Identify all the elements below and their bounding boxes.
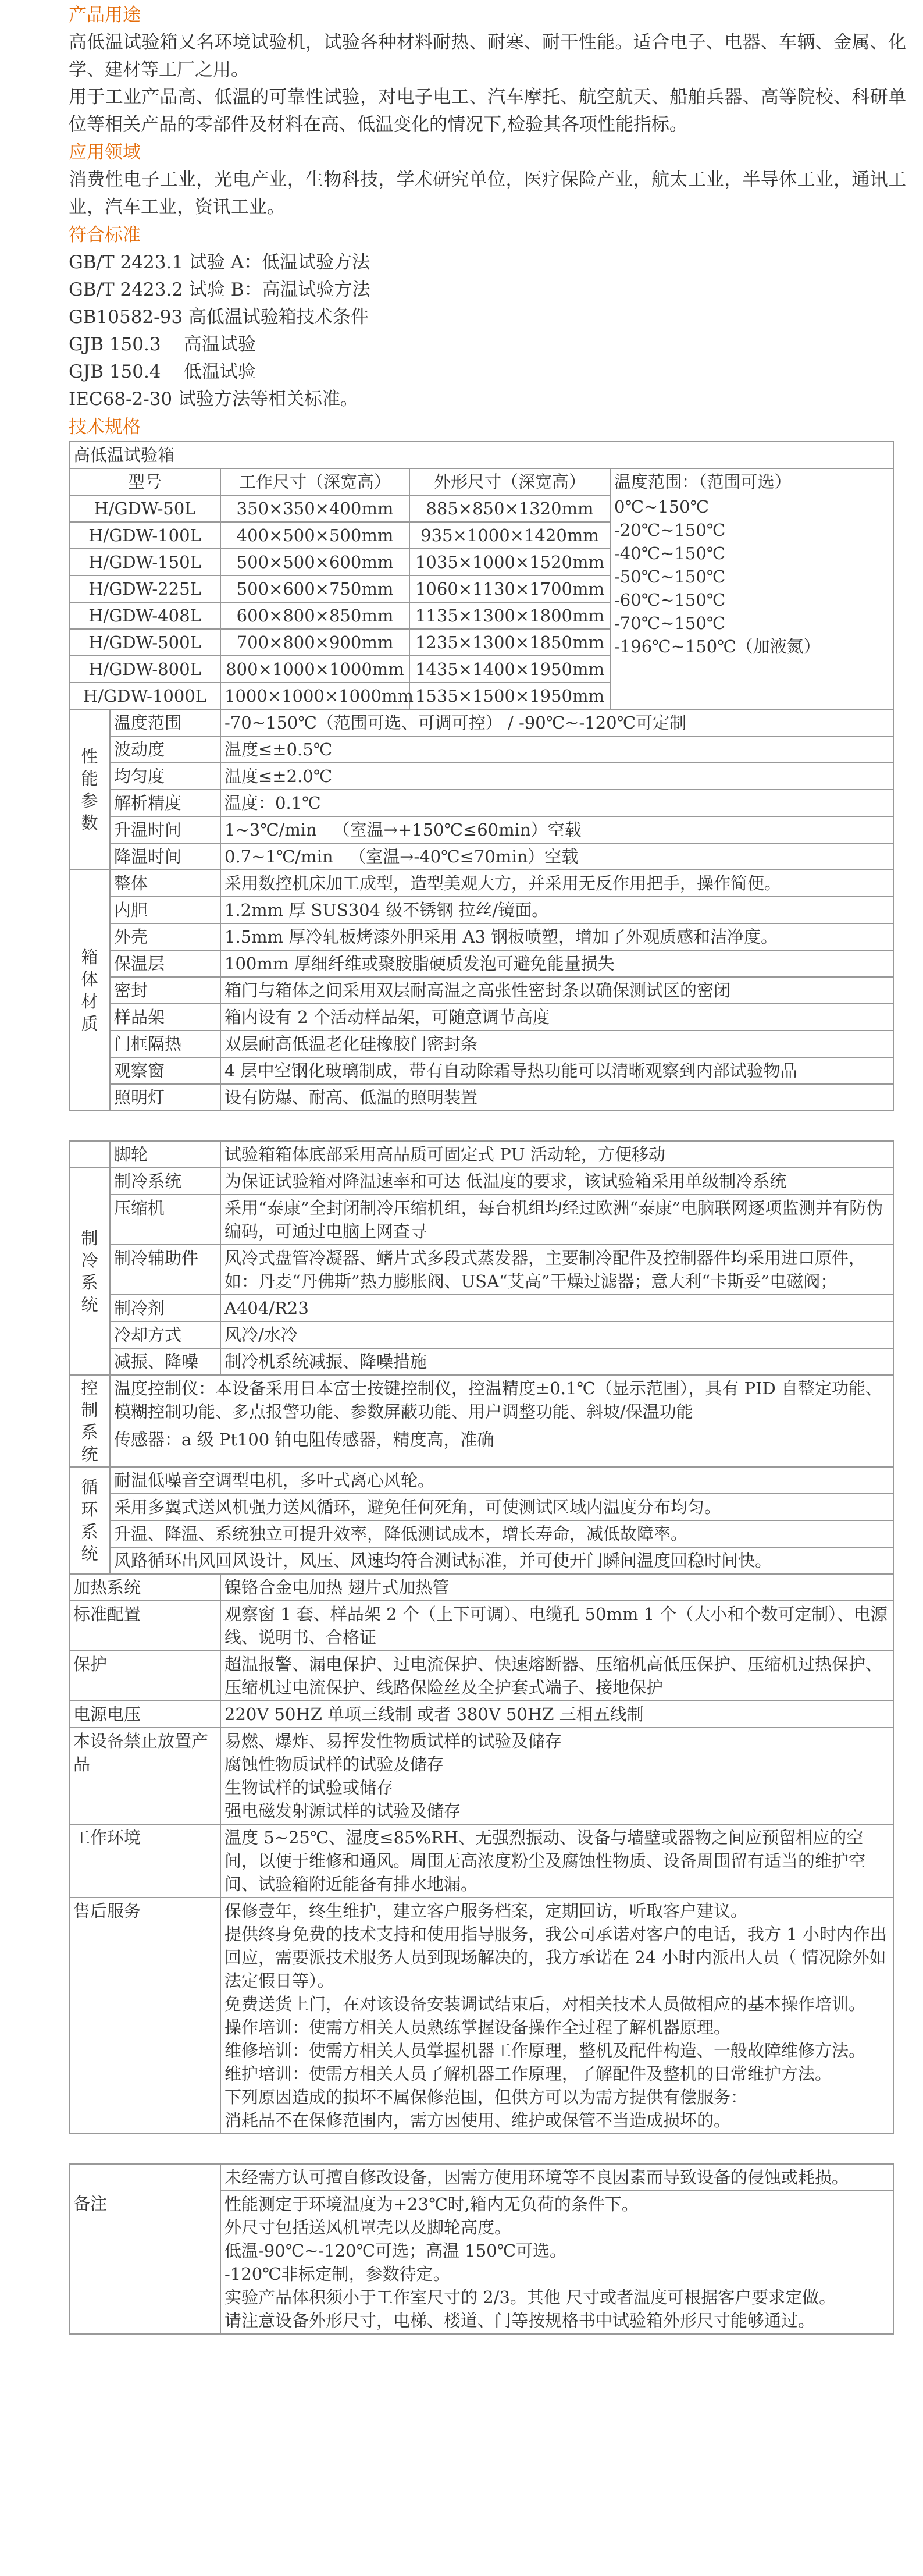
param-value: 采用“泰康”全封闭制冷压缩机组，每台机组均经过欧洲“泰康”电脑联网逐项监测并有防伪编码，可通过电脑上网查寻 xyxy=(220,1195,893,1245)
table-row xyxy=(69,1321,893,1348)
table-row xyxy=(69,1728,893,1824)
param-value: 1~3℃/min （室温→+150℃≤60min）空载 xyxy=(220,816,893,843)
table-row xyxy=(69,1574,893,1601)
param-value: A404/R23 xyxy=(220,1295,893,1321)
table-row xyxy=(69,1295,893,1321)
group-label-material: 箱体材质 xyxy=(69,870,110,1111)
standard-item: GB/T 2423.2 试验 B：高温试验方法 xyxy=(69,279,370,300)
usage-paragraph-2: 用于工业产品高、低温的可靠性试验，对电子电工、汽车摩托、航空航天、船舶兵器、高等院校、科研单位等相关产品的零部件及材料在高、低温变化的情况下,检验其各项性能指标。 xyxy=(69,87,906,135)
outer-size: 885×850×1320mm xyxy=(409,495,610,522)
group-label-control: 控制系统 xyxy=(69,1375,110,1467)
param-label: 标准配置 xyxy=(69,1601,220,1651)
work-size: 1000×1000×1000mm xyxy=(220,683,409,709)
circulation-line: 风路循环出风回风设计，风压、风速均符合测试标准，并可使开门瞬间温度回稳时间快。 xyxy=(114,1551,772,1571)
param-label: 保护 xyxy=(69,1651,220,1701)
param-label: 门框隔热 xyxy=(110,1031,220,1057)
param-value: 为保证试验箱对降温速率和可达 低温度的要求，该试验箱采用单级制冷系统 xyxy=(220,1168,893,1195)
param-value: 0.7~1℃/min （室温→-40℃≤70min）空载 xyxy=(220,843,893,870)
param-label: 制冷辅助件 xyxy=(110,1245,220,1295)
param-value: 观察窗 1 套、样品架 2 个（上下可调）、电缆孔 50mm 1 个（大小和个数可定制）、电源线、说明书、合格证 xyxy=(220,1601,893,1651)
param-label: 保温层 xyxy=(110,950,220,977)
table-row xyxy=(69,1601,893,1651)
param-label: 波动度 xyxy=(110,736,220,763)
model-name: H/GDW-408L xyxy=(69,602,220,629)
model-name: H/GDW-100L xyxy=(69,522,220,549)
param-label: 照明灯 xyxy=(110,1084,220,1111)
group-label-notes: 备注 xyxy=(69,2191,220,2334)
table-row xyxy=(69,1004,893,1031)
standard-item: GB/T 2423.1 试验 A：低温试验方法 xyxy=(69,252,370,273)
temp-range-list xyxy=(610,495,893,709)
temp-range-item: 0℃~150℃ xyxy=(614,497,709,517)
model-name: H/GDW-500L xyxy=(69,629,220,656)
outer-size: 1235×1300×1850mm xyxy=(409,629,610,656)
outer-size: 935×1000×1420mm xyxy=(409,522,610,549)
note-line: 性能测定于环境温度为+23℃时,箱内无负荷的条件下。 xyxy=(224,2194,639,2214)
param-label: 外壳 xyxy=(110,923,220,950)
control-line: 传感器：a 级 Pt100 铂电阻传感器，精度高，准确 xyxy=(114,1430,494,1449)
temp-range-item: -60℃~150℃ xyxy=(614,590,726,610)
param-value: 超温报警、漏电保护、过电流保护、快速熔断器、压缩机高低压保护、压缩机过热保护、压缩机过电流保护、线路保险丝及全护套式端子、接地保护 xyxy=(220,1651,893,1701)
param-value: 箱内设有 2 个活动样品架，可随意调节高度 xyxy=(220,1004,893,1031)
param-value xyxy=(220,1728,893,1824)
model-name: H/GDW-1000L xyxy=(69,683,220,709)
param-label: 制冷剂 xyxy=(110,1295,220,1321)
table-row xyxy=(69,1375,893,1467)
param-label: 整体 xyxy=(110,870,220,897)
param-label: 冷却方式 xyxy=(110,1321,220,1348)
temp-range-item: -20℃~150℃ xyxy=(614,520,726,540)
col-header-model: 型号 xyxy=(69,468,220,495)
param-label: 脚轮 xyxy=(110,1141,220,1168)
param-value xyxy=(220,1898,893,2134)
param-value: 镍铬合金电加热 翅片式加热管 xyxy=(220,1574,893,1601)
param-value: 设有防爆、耐高、低温的照明装置 xyxy=(220,1084,893,1111)
col-header-temp-range: 温度范围：（范围可选） xyxy=(610,468,893,495)
field-paragraph: 消费性电子工业，光电产业，生物科技，学术研究单位，医疗保险产业，航太工业，半导体工业，通讯工业，汽车工业，资讯工业。 xyxy=(69,169,906,218)
param-value: 制冷机系统减振、降噪措施 xyxy=(220,1348,893,1375)
note-line: 外尺寸包括送风机罩壳以及脚轮高度。 xyxy=(224,2218,512,2237)
table-title: 高低温试验箱 xyxy=(69,442,893,468)
standard-item: GJB 150.3 高温试验 xyxy=(69,334,256,355)
param-value: 4 层中空钢化玻璃制成，带有自动除霜导热功能可以清晰观察到内部试验物品 xyxy=(220,1057,893,1084)
table-row xyxy=(69,1057,893,1084)
work-size: 350×350×400mm xyxy=(220,495,409,522)
model-name: H/GDW-50L xyxy=(69,495,220,522)
note-line: 实验产品体积须小于工作室尺寸的 2/3。其他 尺寸或者温度可根据客户要求定做。 xyxy=(224,2287,836,2307)
outer-size: 1035×1000×1520mm xyxy=(409,549,610,575)
table-row xyxy=(69,1467,893,1574)
table-row xyxy=(69,950,893,977)
table-row xyxy=(69,1031,893,1057)
note-line: 未经需方认可擅自修改设备，因需方使用环境等不良因素而导致设备的侵蚀或耗损。 xyxy=(220,2164,893,2191)
param-value: 风冷/水冷 xyxy=(220,1321,893,1348)
temp-range-item: -40℃~150℃ xyxy=(614,543,726,563)
table-row xyxy=(69,843,893,870)
service-line: 维修培训：使需方相关人员掌握机器工作原理，整机及配件构造、一般故障维修方法。 xyxy=(224,2041,866,2060)
param-label: 制冷系统 xyxy=(110,1168,220,1195)
table-row xyxy=(69,1824,893,1898)
circulation-description xyxy=(110,1467,893,1574)
outer-size: 1060×1130×1700mm xyxy=(409,575,610,602)
model-name: H/GDW-150L xyxy=(69,549,220,575)
param-value: 采用数控机床加工成型，造型美观大方，并采用无反作用把手，操作简便。 xyxy=(220,870,893,897)
table-row xyxy=(69,897,893,923)
param-label: 工作环境 xyxy=(69,1824,220,1898)
table-row xyxy=(69,816,893,843)
group-label-performance: 性能参数 xyxy=(69,709,110,870)
work-size: 600×800×850mm xyxy=(220,602,409,629)
table-spacer xyxy=(69,1111,893,1141)
control-line: 温度控制仪：本设备采用日本富士按键控制仪，控温精度±0.1℃（显示范围），具有 PID 自整定功能、模糊控制功能、多点报警功能、参数屏蔽功能、用户调整功能、斜坡/保温功能 xyxy=(114,1378,883,1422)
work-size: 500×600×750mm xyxy=(220,575,409,602)
col-header-outer-size: 外形尺寸（深宽高） xyxy=(409,468,610,495)
param-value: 100mm 厚细纤维或聚胺脂硬质发泡可避免能量损失 xyxy=(220,950,893,977)
table-row xyxy=(69,2191,893,2334)
table-row xyxy=(69,709,893,736)
param-label: 温度范围 xyxy=(110,709,220,736)
col-header-work-size: 工作尺寸（深宽高） xyxy=(220,468,409,495)
note-line: -120℃非标定制，参数待定。 xyxy=(224,2264,450,2284)
section-heading-field: 应用领域 xyxy=(69,142,141,163)
param-value: 220V 50HZ 单项三线制 或者 380V 50HZ 三相五线制 xyxy=(220,1701,893,1728)
outer-size: 1435×1400×1950mm xyxy=(409,656,610,683)
param-label: 本设备禁止放置产品 xyxy=(69,1728,220,1824)
param-value: 风冷式盘管冷凝器、鳍片式多段式蒸发器，主要制冷配件及控制器件均采用进口原件，如：丹麦“丹佛斯”热力膨胀阀、USA“艾高”干燥过滤器；意大利“卡斯妥”电磁阀； xyxy=(220,1245,893,1295)
table-row xyxy=(69,1141,893,1168)
standard-item: GJB 150.4 低温试验 xyxy=(69,361,256,382)
note-line: 请注意设备外形尺寸，电梯、楼道、门等按规格书中试验箱外形尺寸能够通过。 xyxy=(224,2311,815,2330)
prohibit-line: 生物试样的试验或储存 xyxy=(224,1778,394,1797)
group-label-circulation: 循环系统 xyxy=(69,1467,110,1574)
table-row xyxy=(69,495,893,522)
model-name: H/GDW-225L xyxy=(69,575,220,602)
table-row xyxy=(69,763,893,790)
param-value: 1.2mm 厚 SUS304 级不锈钢 拉丝/镜面。 xyxy=(220,897,893,923)
param-value: 温度：0.1℃ xyxy=(220,790,893,816)
temp-range-item: -70℃~150℃ xyxy=(614,613,726,633)
param-label: 售后服务 xyxy=(69,1898,220,2134)
param-label: 密封 xyxy=(110,977,220,1004)
standard-item: GB10582-93 高低温试验箱技术条件 xyxy=(69,307,369,328)
param-label: 内胆 xyxy=(110,897,220,923)
work-size: 800×1000×1000mm xyxy=(220,656,409,683)
table-spacer xyxy=(69,2134,893,2164)
note-line: 低温-90℃~-120℃可选；高温 150℃可选。 xyxy=(224,2241,567,2261)
service-line: 操作培训：使需方相关人员熟练掌握设备操作全过程了解机器原理。 xyxy=(224,2017,731,2037)
param-value: -70~150℃（范围可选、可调可控） / -90℃~-120℃可定制 xyxy=(220,709,893,736)
param-value: 温度 5~25℃、湿度≤85%RH、无强烈振动、设备与墙壁或器物之间应预留相应的空间，以便于维修和通风。周围无高浓度粉尘及腐蚀性物质、设备周围留有适当的维护空间、试验箱附近能备有排水地漏。 xyxy=(220,1824,893,1898)
table-row xyxy=(69,1348,893,1375)
section-heading-standards: 符合标准 xyxy=(69,225,141,246)
param-label: 均匀度 xyxy=(110,763,220,790)
param-value: 箱门与箱体之间采用双层耐高温之高张性密封条以确保测试区的密闭 xyxy=(220,977,893,1004)
prohibit-line: 易燃、爆炸、易挥发性物质试样的试验及储存 xyxy=(224,1731,562,1751)
prohibit-line: 腐蚀性物质试样的试验及储存 xyxy=(224,1754,444,1774)
table-row xyxy=(69,790,893,816)
param-value: 1.5mm 厚冷轧板烤漆外胆采用 A3 钢板喷塑，增加了外观质感和洁净度。 xyxy=(220,923,893,950)
prohibit-line: 强电磁发射源试样的试验及储存 xyxy=(224,1801,461,1821)
temp-range-item: -50℃~150℃ xyxy=(614,567,726,587)
table-row xyxy=(69,1245,893,1295)
spec-table xyxy=(69,441,894,2335)
table-row xyxy=(69,2164,893,2191)
service-line: 免费送货上门，在对该设备安装调试结束后，对相关技术人员做相应的基本操作培训。 xyxy=(224,1994,866,2014)
param-label: 减振、降噪 xyxy=(110,1348,220,1375)
section-heading-spec: 技术规格 xyxy=(69,417,141,438)
service-line: 保修壹年，终生维护，建立客户服务档案，定期回访，听取客户建议。 xyxy=(224,1901,748,1921)
param-label: 加热系统 xyxy=(69,1574,220,1601)
table-row xyxy=(69,1084,893,1111)
control-description xyxy=(110,1375,893,1467)
model-header-row xyxy=(69,468,893,495)
param-value: 温度≤±0.5℃ xyxy=(220,736,893,763)
outer-size: 1535×1500×1950mm xyxy=(409,683,610,709)
circulation-line: 升温、降温、系统独立可提升效率，降低测试成本，增长寿命，减低故障率。 xyxy=(111,1521,893,1548)
work-size: 700×800×900mm xyxy=(220,629,409,656)
param-label: 升温时间 xyxy=(110,816,220,843)
section-heading-usage: 产品用途 xyxy=(69,5,141,26)
temp-range-item: -196℃~150℃（加液氮） xyxy=(614,637,821,656)
usage-paragraph-1: 高低温试验箱又名环境试验机，试验各种材料耐热、耐寒、耐干性能。适合电子、电器、车辆、金属、化学、建材等工厂之用。 xyxy=(69,32,906,80)
service-line: 消耗品不在保修范围内，需方因使用、维护或保管不当造成损坏的。 xyxy=(224,2110,731,2130)
circulation-line: 耐温低噪音空调型电机，多叶式离心风轮。 xyxy=(111,1468,893,1494)
table-row xyxy=(69,1651,893,1701)
param-value: 试验箱箱体底部采用高品质可固定式 PU 活动轮，方便移动 xyxy=(220,1141,893,1168)
table-row xyxy=(69,1195,893,1245)
service-line: 维护培训：使需方相关人员了解机器工作原理，了解配件及整机的日常维护方法。 xyxy=(224,2064,832,2084)
model-name: H/GDW-800L xyxy=(69,656,220,683)
param-label: 样品架 xyxy=(110,1004,220,1031)
param-label: 解析精度 xyxy=(110,790,220,816)
param-value: 温度≤±2.0℃ xyxy=(220,763,893,790)
param-label: 电源电压 xyxy=(69,1701,220,1728)
param-label: 压缩机 xyxy=(110,1195,220,1245)
table-row xyxy=(69,736,893,763)
group-label-refrigeration: 制冷系统 xyxy=(69,1168,110,1375)
param-label: 降温时间 xyxy=(110,843,220,870)
table-row xyxy=(69,1898,893,2134)
work-size: 500×500×600mm xyxy=(220,549,409,575)
table-row xyxy=(69,923,893,950)
table-row xyxy=(69,870,893,897)
param-label: 观察窗 xyxy=(110,1057,220,1084)
outer-size: 1135×1300×1800mm xyxy=(409,602,610,629)
param-value: 双层耐高低温老化硅橡胶门密封条 xyxy=(220,1031,893,1057)
circulation-line: 采用多翼式送风机强力送风循环，避免任何死角，可使测试区域内温度分布均匀。 xyxy=(111,1494,893,1521)
param-value xyxy=(220,2191,893,2334)
service-line: 提供终身免费的技术支持和使用指导服务，我公司承诺对客户的电话，我方 1 小时内作出回应，需要派技术服务人员到现场解决的，我方承诺在 24 小时内派出人员（ 情况除外如法定假日等）。 xyxy=(224,1924,887,1991)
service-line: 下列原因造成的损坏不属保修范围，但供方可以为需方提供有偿服务： xyxy=(224,2087,748,2107)
table-row xyxy=(69,1701,893,1728)
table-row xyxy=(69,1168,893,1195)
table-row xyxy=(69,977,893,1004)
standard-item: IEC68-2-30 试验方法等相关标准。 xyxy=(69,389,359,410)
work-size: 400×500×500mm xyxy=(220,522,409,549)
